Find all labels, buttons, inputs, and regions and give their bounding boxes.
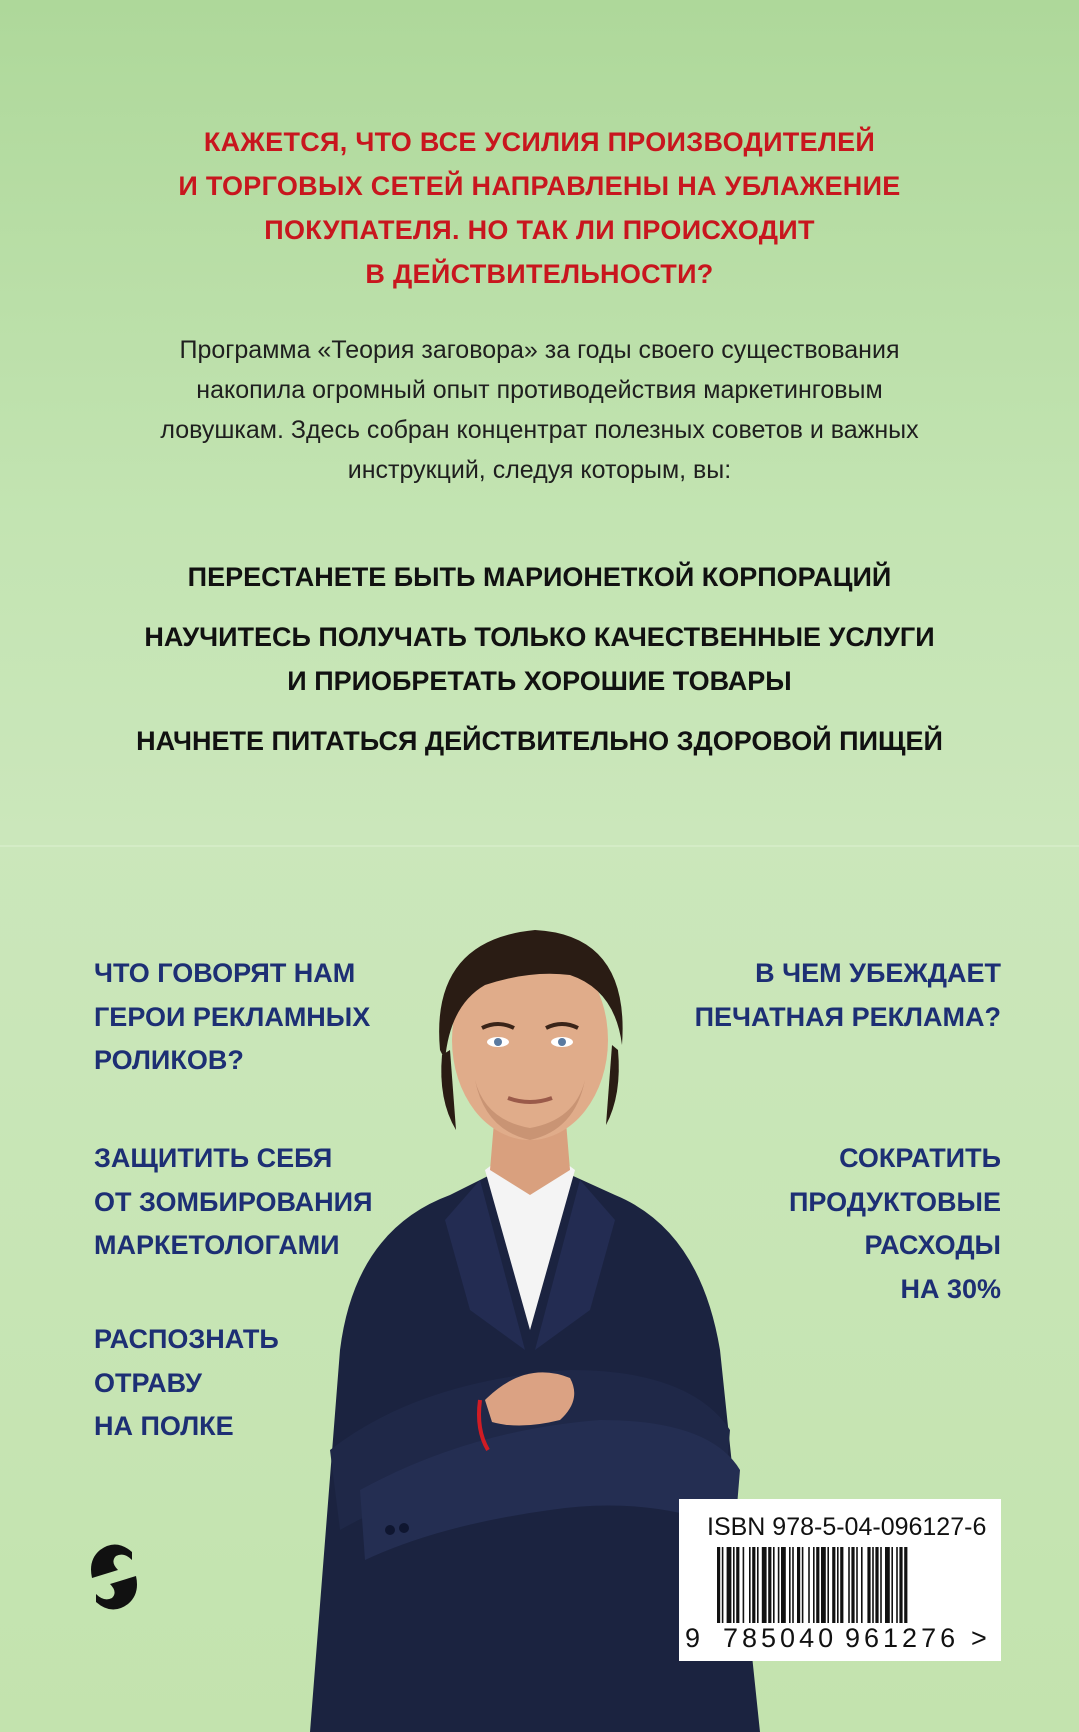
barcode-bar bbox=[904, 1547, 907, 1623]
right-question-1: В ЧЕМ УБЕЖДАЕТ ПЕЧАТНАЯ РЕКЛАМА? bbox=[694, 958, 1001, 1032]
right-question-2: СОКРАТИТЬ ПРОДУКТОВЫЕ РАСХОДЫ НА 30% bbox=[789, 1143, 1001, 1304]
barcode-bar bbox=[875, 1547, 878, 1623]
barcode-marker: > bbox=[971, 1623, 987, 1653]
barcode-digit-first: 9 bbox=[685, 1623, 701, 1653]
barcode-bar bbox=[808, 1547, 810, 1623]
barcode-bar bbox=[891, 1547, 893, 1623]
intro-paragraph bbox=[60, 330, 1019, 490]
headline-line: КАЖЕТСЯ, ЧТО ВСЕ УСИЛИЯ ПРОИЗВОДИТЕЛЕЙ bbox=[203, 127, 876, 157]
headline-line: В ДЕЙСТВИТЕЛЬНОСТИ? bbox=[365, 259, 714, 289]
left-question-1: ЧТО ГОВОРЯТ НАМ ГЕРОИ РЕКЛАМНЫХ РОЛИКОВ? bbox=[94, 958, 371, 1075]
barcode-digits-group1: 785040 bbox=[723, 1623, 838, 1653]
barcode-bar bbox=[872, 1547, 874, 1623]
headline-line: И ТОРГОВЫХ СЕТЕЙ НАПРАВЛЕНЫ НА УБЛАЖЕНИЕ bbox=[178, 171, 901, 201]
intro-line: Программа «Теория заговора» за годы своего существования bbox=[179, 336, 900, 364]
barcode-bar bbox=[778, 1547, 780, 1623]
barcode-bar bbox=[749, 1547, 751, 1623]
benefit-item: НАЧНЕТЕ ПИТАТЬСЯ ДЕЙСТВИТЕЛЬНО ЗДОРОВОЙ ПИЩЕЙ bbox=[136, 726, 943, 756]
barcode-bar bbox=[722, 1547, 724, 1623]
eksmo-logo-icon bbox=[86, 1540, 142, 1614]
barcode-bar bbox=[827, 1547, 829, 1623]
left-question-3: РАСПОЗНАТЬ ОТРАВУ НА ПОЛКЕ bbox=[94, 1324, 279, 1441]
benefit-item: ПЕРЕСТАНЕТЕ БЫТЬ МАРИОНЕТКОЙ КОРПОРАЦИЙ bbox=[187, 562, 892, 592]
intro-line: накопила огромный опыт противодействия маркетинговым bbox=[196, 376, 883, 404]
barcode-bar bbox=[743, 1547, 745, 1623]
barcode-bar bbox=[832, 1547, 835, 1623]
headline bbox=[60, 120, 1019, 296]
barcode-bar bbox=[867, 1547, 870, 1623]
barcode-bar bbox=[861, 1547, 863, 1623]
headline-line: ПОКУПАТЕЛЯ. НО ТАК ЛИ ПРОИСХОДИТ bbox=[264, 215, 815, 245]
barcode-bar bbox=[792, 1547, 794, 1623]
barcode-bar bbox=[733, 1547, 735, 1623]
barcode-bar bbox=[821, 1547, 826, 1623]
barcode-bar bbox=[781, 1547, 786, 1623]
benefit-item: НАУЧИТЕСЬ ПОЛУЧАТЬ ТОЛЬКО КАЧЕСТВЕННЫЕ УСЛУГИ bbox=[144, 622, 935, 652]
barcode-bar bbox=[816, 1547, 819, 1623]
barcode-bar bbox=[856, 1547, 858, 1623]
benefits-list bbox=[40, 555, 1039, 763]
barcode-bar bbox=[851, 1547, 854, 1623]
barcode-bar bbox=[789, 1547, 791, 1623]
left-question-2: ЗАЩИТИТЬ СЕБЯ ОТ ЗОМБИРОВАНИЯ МАРКЕТОЛОГАМИ bbox=[94, 1143, 373, 1260]
barcode-bar bbox=[837, 1547, 839, 1623]
isbn-label: ISBN 978-5-04-096127-6 bbox=[707, 1513, 987, 1541]
barcode-bar bbox=[840, 1547, 843, 1623]
barcode-bar bbox=[880, 1547, 882, 1623]
barcode-bar bbox=[885, 1547, 890, 1623]
barcode-bar bbox=[768, 1547, 771, 1623]
barcode-bar bbox=[797, 1547, 800, 1623]
barcode-icon bbox=[689, 1547, 989, 1627]
barcode-bar bbox=[762, 1547, 767, 1623]
barcode-bar bbox=[896, 1547, 898, 1623]
barcode-bar bbox=[757, 1547, 759, 1623]
intro-line: инструкций, следуя которым, вы: bbox=[347, 456, 732, 484]
barcode-bar bbox=[717, 1547, 720, 1623]
section-divider bbox=[0, 845, 1079, 847]
intro-line: ловушкам. Здесь собран концентрат полезных советов и важных bbox=[160, 416, 919, 444]
barcode-bar bbox=[727, 1547, 732, 1623]
barcode-bar bbox=[752, 1547, 755, 1623]
barcode-bar bbox=[899, 1547, 902, 1623]
isbn-barcode bbox=[679, 1499, 1001, 1661]
barcode-bar bbox=[848, 1547, 850, 1623]
barcode-bar bbox=[773, 1547, 775, 1623]
barcode-bar bbox=[813, 1547, 815, 1623]
benefit-item: И ПРИОБРЕТАТЬ ХОРОШИЕ ТОВАРЫ bbox=[287, 666, 792, 696]
barcode-bar bbox=[736, 1547, 739, 1623]
barcode-bar bbox=[802, 1547, 804, 1623]
barcode-digits-group2: 961276 bbox=[845, 1623, 960, 1653]
